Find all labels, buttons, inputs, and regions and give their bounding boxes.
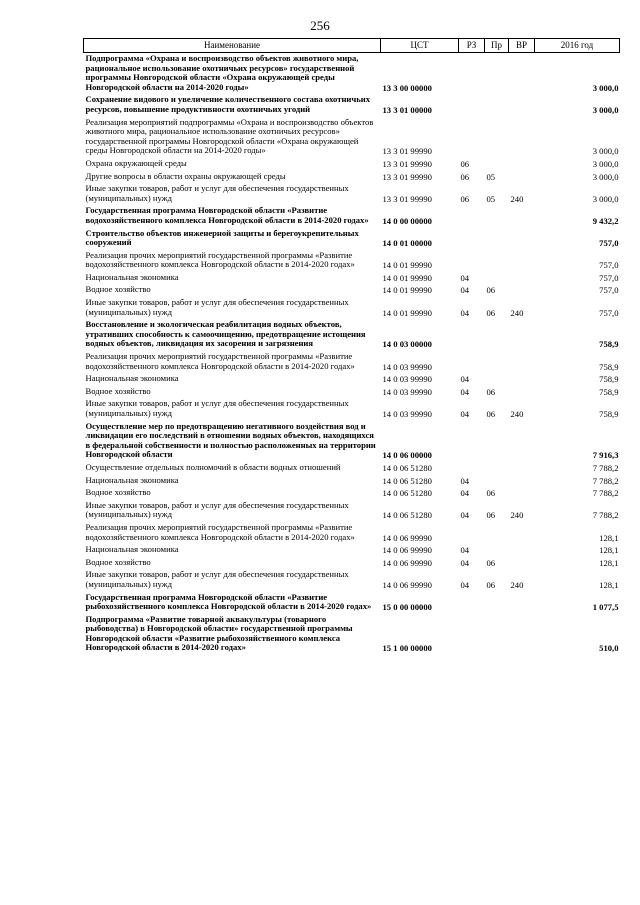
row-pr [485,421,509,462]
row-name: Сохранение видового и увеличение количественного состава охотничьих ресурсов, повышение продуктивности охотничьих угодий [85,94,370,114]
row-name: Иные закупки товаров, работ и услуг для обеспечения государственных (муниципальных) нужд [85,499,349,520]
row-tsst: 14 0 06 51280 [382,475,432,486]
row-name: Водное хозяйство [85,385,151,396]
row-tsst: 14 0 06 99990 [382,545,432,556]
row-pr: 06 [486,557,496,568]
table-header [84,39,620,53]
row-name: Государственная программа Новгородской области «Развитие рыбохозяйственного комплекса Новгородской области в 2014-2020 годах» [85,591,372,612]
row-rz [459,117,485,158]
row-amount: 757,0 [599,272,619,283]
row-rz: 06 [460,171,470,182]
row-rz: 04 [460,272,470,283]
row-vr [509,544,535,557]
row-rz: 04 [460,285,470,296]
row-name: Водное хозяйство [85,284,151,295]
row-name: Охрана окружающей среды [85,157,187,168]
row-name: Иные закупки товаров, работ и услуг для обеспечения государственных (муниципальных) нужд [85,398,349,418]
row-pr [485,544,509,557]
row-tsst: 14 0 03 00000 [382,339,432,350]
row-pr [485,522,509,544]
table-row [84,171,620,184]
row-rz [459,522,485,544]
row-rz [459,462,485,475]
row-name: Реализация мероприятий подпрограммы «Охрана и воспроизводство объектов животного мира, рациональное использование охотничьих ресурсов» государственной программы Новгородской области «Охрана окружающей среды Новгородской области на 2014-2020 годы» [85,116,374,156]
row-vr [509,117,535,158]
row-pr [485,158,509,171]
row-vr: 240 [510,579,524,590]
row-amount: 758,9 [599,374,619,385]
row-name: Осуществление отдельных полномочий в области водных отношений [85,461,341,472]
row-tsst: 14 0 03 99990 [382,361,432,372]
row-pr [485,94,509,116]
row-amount: 3 000,0 [592,171,619,182]
table-body [84,53,620,656]
row-vr [509,272,535,285]
row-tsst: 14 0 06 99990 [382,532,432,543]
row-tsst: 14 0 03 99990 [382,374,432,385]
row-vr [509,614,535,655]
row-vr [509,205,535,227]
row-name: Осуществление мер по предотвращению негативного воздействия вод и ликвидации его последствий в отношении водных объектов, находящихся в федеральной собственности и полностью расположенных на территории Новгородской области [85,420,376,460]
row-tsst: 14 0 06 99990 [382,557,432,568]
row-tsst: 14 0 06 51280 [382,462,432,473]
row-pr [485,462,509,475]
row-tsst: 14 0 06 00000 [382,450,432,461]
table-row [84,250,620,272]
row-pr: 06 [486,307,496,318]
row-name: Водное хозяйство [85,487,151,498]
row-name: Иные закупки товаров, работ и услуг для обеспечения государственных (муниципальных) нужд [85,569,349,589]
header-vr: ВР [509,39,535,53]
row-rz: 04 [460,510,470,521]
row-rz [459,228,485,250]
row-name: Иные закупки товаров, работ и услуг для обеспечения государственных (муниципальных) нужд [85,297,349,317]
table-row [84,614,620,655]
row-pr: 06 [486,488,496,499]
row-vr: 240 [510,307,524,318]
budget-table [83,38,620,655]
table-row [84,319,620,351]
header-tsst: ЦСТ [381,39,459,53]
table-row [84,297,620,319]
row-pr [485,373,509,386]
table-row [84,351,620,373]
row-amount: 758,9 [599,409,619,419]
row-tsst: 14 0 03 99990 [382,409,432,419]
row-name: Реализация прочих мероприятий государственной программы «Развитие водохозяйственного комплекса Новгородской области в 2014-2020 годах» [85,351,355,371]
row-rz [459,53,485,95]
row-pr: 05 [486,171,496,182]
row-vr [509,351,535,373]
row-name: Другие вопросы в области охраны окружающей среды [85,170,286,181]
page-number: 256 [310,18,330,33]
row-amount: 757,0 [599,307,619,318]
row-tsst: 15 0 00 00000 [382,602,432,613]
row-amount: 758,9 [599,386,619,397]
row-vr [509,319,535,351]
row-tsst: 13 3 01 00000 [382,104,432,115]
row-amount: 128,1 [599,532,619,543]
row-amount: 128,1 [599,545,619,556]
row-amount: 3 000,0 [592,82,619,93]
row-amount: 3 000,0 [592,146,619,157]
row-amount: 758,9 [599,361,619,372]
header-rz: РЗ [459,39,485,53]
row-vr [509,171,535,184]
row-tsst: 14 0 01 99990 [382,285,432,296]
row-vr [509,386,535,399]
table-row [84,569,620,591]
row-vr [509,557,535,570]
row-amount: 510,0 [599,643,619,654]
row-rz [459,205,485,227]
row-tsst: 14 0 01 99990 [382,307,432,318]
row-rz: 04 [460,307,470,318]
row-vr [509,373,535,386]
row-pr [485,53,509,95]
row-pr [485,228,509,250]
row-tsst: 14 0 06 99990 [382,579,432,590]
row-tsst: 13 3 01 99990 [382,171,432,182]
row-rz [459,94,485,116]
table-row [84,272,620,285]
row-amount: 7 788,2 [592,462,619,473]
table-row [84,421,620,462]
row-vr [509,462,535,475]
row-amount: 128,1 [599,579,619,590]
row-pr [485,250,509,272]
row-tsst: 14 0 01 00000 [382,238,432,249]
header-name: Наименование [84,39,381,53]
row-vr [509,94,535,116]
row-tsst: 14 0 06 51280 [382,510,432,521]
row-pr [485,205,509,227]
row-pr [485,272,509,285]
row-tsst: 15 1 00 00000 [382,643,432,654]
table-row [84,544,620,557]
table-row [84,284,620,297]
row-amount: 7 788,2 [592,510,619,521]
row-pr: 06 [486,579,496,590]
row-rz [459,614,485,655]
row-pr: 06 [486,409,496,419]
table-row [84,158,620,171]
table-row [84,487,620,500]
row-rz [459,319,485,351]
row-rz: 04 [460,409,470,419]
row-name: Национальная экономика [85,474,179,485]
row-pr [485,592,509,614]
row-rz: 06 [460,193,470,204]
row-tsst: 14 0 03 99990 [382,386,432,397]
row-rz: 04 [460,545,470,556]
row-name: Государственная программа Новгородской области «Развитие водохозяйственного комплекса Новгородской области в 2014-2020 годах» [85,205,369,225]
row-vr [509,592,535,614]
table-row [84,117,620,158]
row-vr [509,53,535,95]
row-vr: 240 [510,510,524,521]
row-name: Водное хозяйство [85,556,151,567]
row-rz [459,592,485,614]
table-row [84,53,620,95]
row-tsst: 13 3 01 99990 [382,158,432,169]
row-vr [509,421,535,462]
row-vr [509,487,535,500]
row-amount: 757,0 [599,285,619,296]
table-row [84,205,620,227]
row-rz [459,351,485,373]
row-amount: 758,9 [599,339,619,350]
row-name: Национальная экономика [85,544,179,555]
row-amount: 757,0 [599,260,619,271]
row-amount: 7 916,3 [592,450,619,461]
row-amount: 3 000,0 [592,158,619,169]
row-amount: 128,1 [599,557,619,568]
row-vr [509,158,535,171]
row-pr [485,117,509,158]
row-amount: 1 077,5 [592,602,619,613]
row-tsst: 13 3 01 99990 [382,146,432,157]
row-rz: 04 [460,374,470,385]
row-vr [509,250,535,272]
header-pr: Пр [485,39,509,53]
row-vr: 240 [510,193,524,204]
row-vr [509,475,535,488]
table-row [84,183,620,205]
table-row [84,462,620,475]
row-pr [485,351,509,373]
row-rz: 04 [460,579,470,590]
row-rz: 04 [460,488,470,499]
row-rz [459,250,485,272]
row-pr [485,614,509,655]
row-pr [485,319,509,351]
header-amount: 2016 год [535,39,620,53]
row-pr: 06 [486,285,496,296]
row-amount: 9 432,2 [592,215,619,226]
row-tsst: 14 0 01 99990 [382,272,432,283]
row-name: Подпрограмма «Охрана и воспроизводство объектов животного мира, рациональное использование охотничьих ресурсов» государственной программы Новгородской области «Охрана окружающей среды Новгородской области на 2014-2020 годы» [85,53,359,92]
row-name: Национальная экономика [85,373,179,384]
row-vr [509,284,535,297]
table-row [84,386,620,399]
table-row [84,557,620,570]
row-pr: 06 [486,386,496,397]
row-tsst: 13 3 01 99990 [382,193,432,204]
row-amount: 3 000,0 [592,104,619,115]
row-name: Восстановление и экологическая реабилитация водных объектов, утративших способность к самоочищению, предотвращение истощения водных объектов, ликвидация их засорения и загрязнения [85,319,366,349]
row-rz: 06 [460,158,470,169]
row-tsst: 14 0 06 51280 [382,488,432,499]
row-rz: 04 [460,386,470,397]
table-row [84,500,620,522]
row-amount: 757,0 [599,238,619,249]
row-tsst: 13 3 00 00000 [382,82,432,93]
row-name: Национальная экономика [85,271,179,282]
row-rz [459,421,485,462]
table-row [84,522,620,544]
row-pr: 06 [486,510,496,521]
row-rz: 04 [460,475,470,486]
row-name: Подпрограмма «Развитие товарной аквакультуры (товарного рыбоводства) в Новгородской области» государственной программы Новгородской области «Развитие рыбохозяйственного комплекса Новгородской области в 2014-2020 годах» [85,613,353,653]
row-amount: 7 788,2 [592,475,619,486]
row-amount: 7 788,2 [592,488,619,499]
table-row [84,398,620,420]
table-row [84,373,620,386]
row-amount: 3 000,0 [592,193,619,204]
row-vr [509,522,535,544]
row-name: Строительство объектов инженерной защиты и берегоукрепительных сооружений [85,227,359,248]
table-row [84,475,620,488]
row-tsst: 14 0 01 99990 [382,260,432,271]
row-vr: 240 [510,409,524,419]
row-name: Иные закупки товаров, работ и услуг для обеспечения государственных (муниципальных) нужд [85,183,349,203]
row-tsst: 14 0 00 00000 [382,215,432,226]
row-pr: 05 [486,193,496,204]
table-row [84,592,620,614]
row-rz: 04 [460,557,470,568]
row-pr [485,475,509,488]
table-row [84,228,620,250]
row-name: Реализация прочих мероприятий государственной программы «Развитие водохозяйственного комплекса Новгородской области в 2014-2020 годах» [85,249,355,270]
row-name: Реализация прочих мероприятий государственной программы «Развитие водохозяйственного комплекса Новгородской области в 2014-2020 годах» [85,521,355,542]
row-vr [509,228,535,250]
table-row [84,94,620,116]
